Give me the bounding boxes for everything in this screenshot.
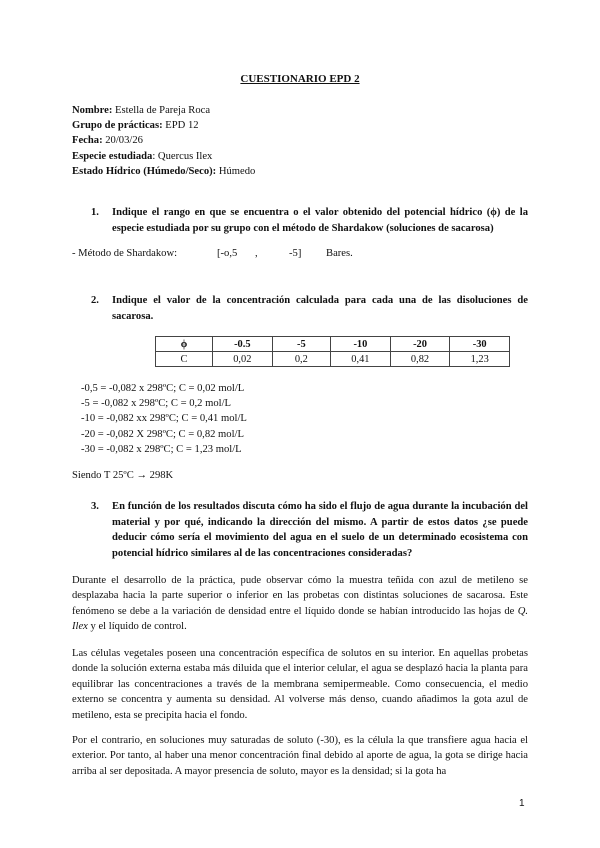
calculation-line: -5 = -0,082 x 298ºC; C = 0,2 mol/L	[81, 398, 232, 410]
student-info	[72, 103, 255, 179]
table-cell: 0,41	[331, 352, 391, 367]
answer-paragraph-1: Durante el desarrollo de la práctica, pude observar cómo la muestra teñida con azul de metileno se desplazaba hacia la parte superior o inferior en las probetas con distintas soluciones de sacarosa. Este fenómeno se debe a la variación de densidad entre el líquido donde se habían introducido las hojas de Q. Ilex y el líquido de control.	[72, 575, 528, 633]
calculation-line: -30 = -0,082 x 298ºC; C = 1,23 mol/L	[81, 443, 242, 455]
shardakow-answer	[72, 248, 532, 259]
calculation-line: -10 = -0,082 xx 298ºC; C = 0,41 mol/L	[81, 413, 247, 425]
temperature-note: Siendo T 25ºC → 298K	[72, 470, 174, 481]
table-cell: 0,2	[272, 352, 330, 367]
document-title: CUESTIONARIO EPD 2	[240, 73, 360, 85]
question-text: Indique el valor de la concentración calculada para cada una de las disoluciones de sacarosa.	[112, 295, 528, 322]
table-header-cell: -30	[450, 337, 510, 352]
table-header-row	[156, 337, 510, 352]
table-header-cell: -5	[272, 337, 330, 352]
question-number: 3.	[91, 501, 99, 512]
question-text: Indique el rango en que se encuentra o el valor obtenido del potencial hídrico (ϕ) de la especie estudiada por su grupo con el método de Shardakow (soluciones de sacarosa)	[112, 207, 528, 234]
info-name: Nombre: Estella de Pareja Roca	[72, 105, 211, 116]
range-unit: Bares.	[326, 248, 353, 259]
question-2	[92, 293, 528, 324]
table-header-cell: ϕ	[156, 337, 213, 352]
info-date: Fecha: 20/03/26	[72, 135, 143, 147]
table-cell: C	[156, 352, 213, 367]
calculation-line: -20 = -0,082 X 298ºC; C = 0,82 mol/L	[81, 428, 244, 440]
question-1	[92, 205, 528, 236]
table-cell: 0,02	[213, 352, 273, 367]
table-header-cell: -10	[331, 337, 391, 352]
table-cell: 0,82	[390, 352, 450, 367]
page-number: 1	[519, 798, 525, 809]
range-open: [-o,5	[217, 248, 238, 259]
info-water-state: Estado Hídrico (Húmedo/Seco): Húmedo	[72, 165, 256, 177]
answer-paragraph-2: Las células vegetales poseen una concentración específica de solutos en su interior. En aquellas probetas donde la solución externa estaba más diluida que el interior celular, el agua se desplazó hacia la planta para equilibrar las concentraciones a través de la membrana semipermeable. Como consecuencia, el medio externo se concentra y aumenta su densidad. Al volverse más denso, cuando añadimos la gota azul de metileno, esta se precipita hacia el fondo.	[72, 648, 528, 721]
species-name: Q. Ilex	[72, 605, 528, 633]
question-3	[92, 499, 528, 561]
table-header-cell: -0.5	[213, 337, 273, 352]
range-close: -5]	[289, 248, 302, 259]
table-row	[156, 352, 510, 367]
question-number: 1.	[91, 207, 99, 218]
concentration-table	[155, 336, 510, 367]
range-comma: ,	[255, 248, 258, 259]
table-header-cell: -20	[390, 337, 450, 352]
answer-paragraph-3: Por el contrario, en soluciones muy saturadas de soluto (-30), es la célula la que transfiere agua hacia el exterior. Por tanto, al haber una menor concentración final debido al aporte de agua, la gota se dirige hacia arriba al ser depositada. A mayor presencia de soluto, mayor es la densidad; si la gota ha	[72, 735, 528, 777]
calculation-line: -0,5 = -0,082 x 298ºC; C = 0,02 mol/L	[81, 383, 245, 394]
method-label: - Método de Shardakow:	[72, 248, 178, 259]
table-cell: 1,23	[450, 352, 510, 367]
info-species: Especie estudiada: Quercus Ilex	[72, 150, 213, 162]
calculation-list	[81, 381, 247, 457]
question-number: 2.	[91, 295, 99, 306]
question-text: En función de los resultados discuta cómo ha sido el flujo de agua durante la incubación del material y por qué, indicando la dirección del mismo. A partir de estos datos ¿se puede deducir cómo sería el movimiento del agua en el suelo de un determinado ecosistema con potencial hídrico similares al de las concentraciones consideradas?	[112, 501, 528, 559]
info-group: Grupo de prácticas: EPD 12	[72, 120, 199, 132]
